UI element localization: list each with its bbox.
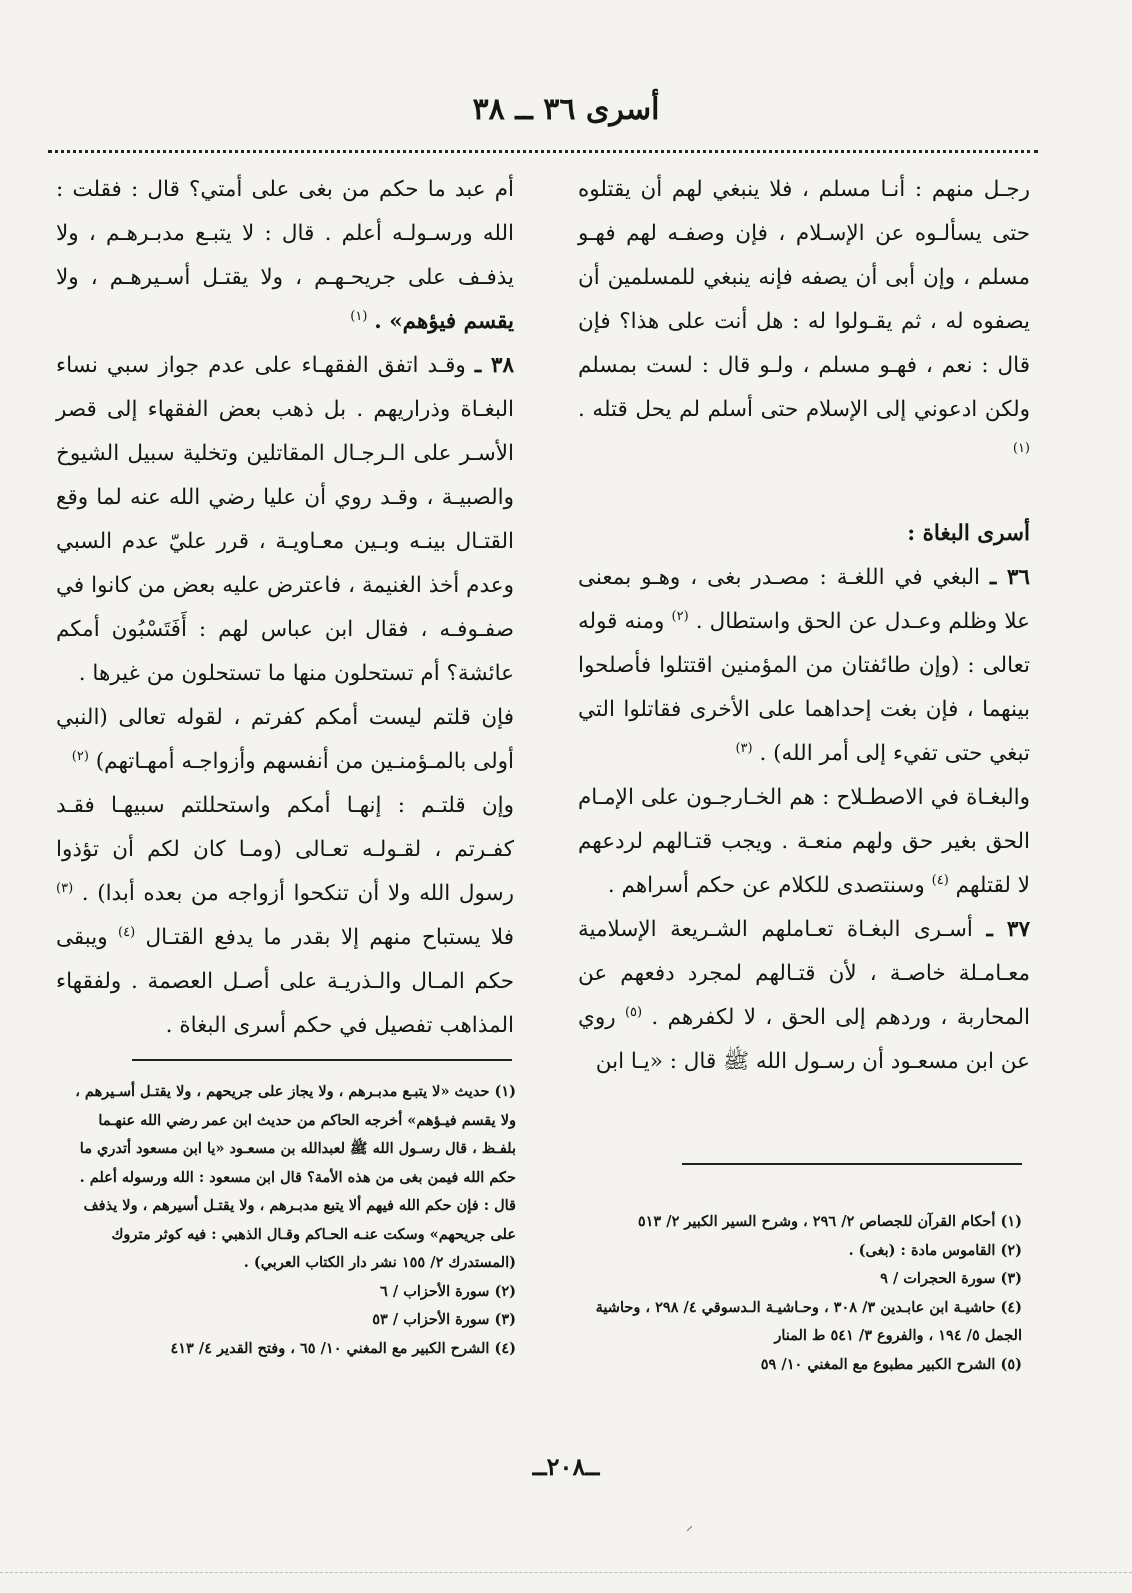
footnote-ref: (٥) <box>624 1004 643 1020</box>
paragraph <box>56 696 514 784</box>
paragraph-text: فإن قلتم ليست أمكم كفرتم ، لقوله تعالى (النبي أولى بالمـؤمنـين من أنفسهم وأزواجـه أمهـاتهم) <box>56 705 514 774</box>
page-number: ــ٢٠٨ــ <box>532 1452 600 1481</box>
footnote: (٢) القاموس مادة : (بغى) . <box>848 1241 1022 1259</box>
header-dotted-rule <box>48 150 1038 153</box>
footnote: (٣) سورة الحجرات / ٩ <box>880 1270 1022 1287</box>
paragraph-36 <box>578 556 1030 776</box>
footnote-ref: (٣) <box>735 740 753 756</box>
footnote: (٤) حاشيـة ابن عابـدين ٣/ ٣٠٨ ، وحـاشيـة الـدسوقي ٤/ ٢٩٨ ، وحاشية الجمل ٥/ ١٩٤ ، والفروع ٣/ ٥٤١ ط المنار <box>595 1298 1022 1344</box>
footnote: (٤) الشرح الكبير مع المغني ١٠/ ٦٥ ، وفتح القدير ٤/ ٤١٣ <box>170 1339 516 1357</box>
footnote-ref: (١) <box>1012 440 1030 456</box>
paragraph <box>578 776 1030 908</box>
footnote: (١) أحكام القرآن للجصاص ٢/ ٢٩٦ ، وشرح السير الكبير ٢/ ٥١٣ <box>637 1213 1022 1230</box>
footnote-ref: (٤) <box>118 924 136 940</box>
paragraph-text: أم عبد ما حكم من بغى على أمتي؟ قال : فقلت : الله ورسـولـه أعلم . قال : لا يتبـع مدبـرهـم ، ولا يذفـف على جريحـهـم ، ولا يقتـل أسـيرهـم ، ولا <box>56 177 514 290</box>
footnotes-left <box>60 1078 516 1363</box>
footnote-separator-left <box>132 1059 512 1061</box>
footnote: (٣) سورة الأحزاب / ٥٣ <box>372 1311 516 1328</box>
paragraph-text: البغي في اللغـة : مصـدر بغى ، وهـو بمعنى علا وظلم وعـدل عن الحق واستطال . <box>578 565 1031 634</box>
paragraph-text-bold: يقسم فيؤهم» . <box>374 309 514 334</box>
paragraph <box>578 168 1030 476</box>
paragraph-text: رجـل منهم : أنـا مسلم ، فلا ينبغي لهم أن يقتلوه حتى يسألـوه عن الإسـلام ، فإن وصفـه لهم فهـو مسلم ، وإن أبى أن يصفه فإنه ينبغي للمسلمين أن يصفوه له ، ثم يقـولوا له : هل أنت على هذا؟ فإن قال : نعم ، فهـو مسلم ، ولـو قال : لست بمسلم ولكن ادعوني إلى الإسلام حتى أسلم لم يحل قتله . <box>578 177 1030 422</box>
left-column <box>56 168 514 1048</box>
paragraph-text: ويبقى حكم المـال والـذريـة على أصـل العصمة . ولفقهاء المذاهب تفصيل في حكم أسرى البغاة . <box>56 925 514 1038</box>
footnote-ref: (٢) <box>71 748 89 764</box>
paragraph-number: ٣٧ ـ <box>986 917 1031 942</box>
paragraph-text: وقـد اتفق الفقهـاء على عدم جواز سبي نساء البغـاة وذراريهم . بل ذهب بعض الفقهاء إلى قصر الأسـر على الـرجـال المقاتلين وتخلية سبيل الشيوخ والصبيـة ، وقـد روي أن عليا رضي الله عنه لما وقع القتـال بينـه وبـين معـاويـة ، قرر عليّ عدم السبي وعدم أخذ الغنيمة ، فاعترض عليه بعض من كانوا في صفـوفـه ، فقال ابن عباس لهم : أَفَتَسْبُون أمكم عائشة؟ أم تستحلون منها ما تستحلون من غيرها . <box>56 353 514 686</box>
footnote: (٥) الشرح الكبير مطبوع مع المغني ١٠/ ٥٩ <box>760 1355 1022 1373</box>
paragraph-text: وسنتصدى للكلام عن حكم أسراهم . <box>607 873 925 898</box>
paragraph-text: والبغـاة في الاصطـلاح : هم الخـارجـون على الإمـام الحق بغير حق ولهم منعـة . ويجب قتـالهم لردعهم لا لقتلهم <box>578 785 1030 898</box>
paragraph-text: ومنه قوله تعالى : (وإن طائفتان من المؤمنين اقتتلوا فأصلحوا بينهما ، فإن بغت إحداهما على الأخرى فقاتلوا التي تبغي حتى تفيء إلى أمر الله) . <box>578 609 1030 766</box>
page-bottom-edge <box>0 1572 1132 1573</box>
right-column <box>578 168 1030 1084</box>
footnote: (٢) سورة الأحزاب / ٦ <box>380 1282 516 1300</box>
footnotes-right <box>560 1208 1022 1379</box>
scan-speck: ⸝ <box>686 1518 693 1534</box>
paragraph <box>56 784 514 1048</box>
paragraph-text: أسـرى البغـاة تعـاملهم الشـريعة الإسلامية معـامـلة خاصـة ، لأن قتـالهم لمجرد دفعهم عن المحاربة ، وردهم إلى الحق ، لا لكفرهم . <box>578 917 1030 1030</box>
running-header: أسرى ٣٦ ــ ٣٨ <box>472 92 660 127</box>
paragraph-text: فلا يستباح منهم إلا بقدر ما يدفع القتـال <box>145 925 515 950</box>
paragraph-37 <box>578 908 1030 1084</box>
paragraph <box>56 168 514 344</box>
paragraph-text: روي عن ابن مسعـود أن رسـول الله ﷺ قال : «يـا ابن <box>578 1005 1030 1074</box>
footnote-ref: (٤) <box>931 872 949 888</box>
footnote-ref: (١) <box>350 308 368 324</box>
paragraph-38 <box>56 344 514 696</box>
footnote-separator-right <box>682 1163 1022 1165</box>
paragraph-number: ٣٦ ـ <box>989 565 1030 590</box>
paragraph-text: وإن قلتـم : إنهـا أمكم واستحللتم سبيهـا فقـد كفـرتم ، لقـولـه تعـالى (ومـا كان لكم أن تؤذوا رسول الله ولا أن تنكحوا أزواجه من بعده أبدا) . <box>56 793 514 906</box>
section-heading: أسرى البغاة : <box>907 521 1030 546</box>
paragraph-number: ٣٨ ـ <box>474 353 514 378</box>
footnote: (١) حديث «لا يتبـع مدبـرهم ، ولا يجاز على جريحهم ، ولا يقتـل أسـيرهم ، ولا يقسم فيـؤهم» أخرجه الحاكم من حديث ابن عمر رضي الله عنهـما بلفـظ ، قال رسـول الله ﷺ لعبدالله بن مسعـود «يا ابن مسعود أتدري ما حكم الله فيمن بغى من هذه الأمة؟ قال ابن مسعود : الله ورسوله أعلم . قال : فإن حكم الله فيهم ألا يتبع مدبـرهم ، ولا يقتـل أسيرهم ، ولا يذفف على جريحهم» وسكت عنـه الحـاكم وقـال الذهبي : فيه كوثر متروك (المستدرك ٢/ ١٥٥ نشر دار الكتاب العربي) . <box>75 1083 516 1271</box>
footnote-ref: (٢) <box>671 608 689 624</box>
footnote-ref: (٣) <box>56 880 74 896</box>
